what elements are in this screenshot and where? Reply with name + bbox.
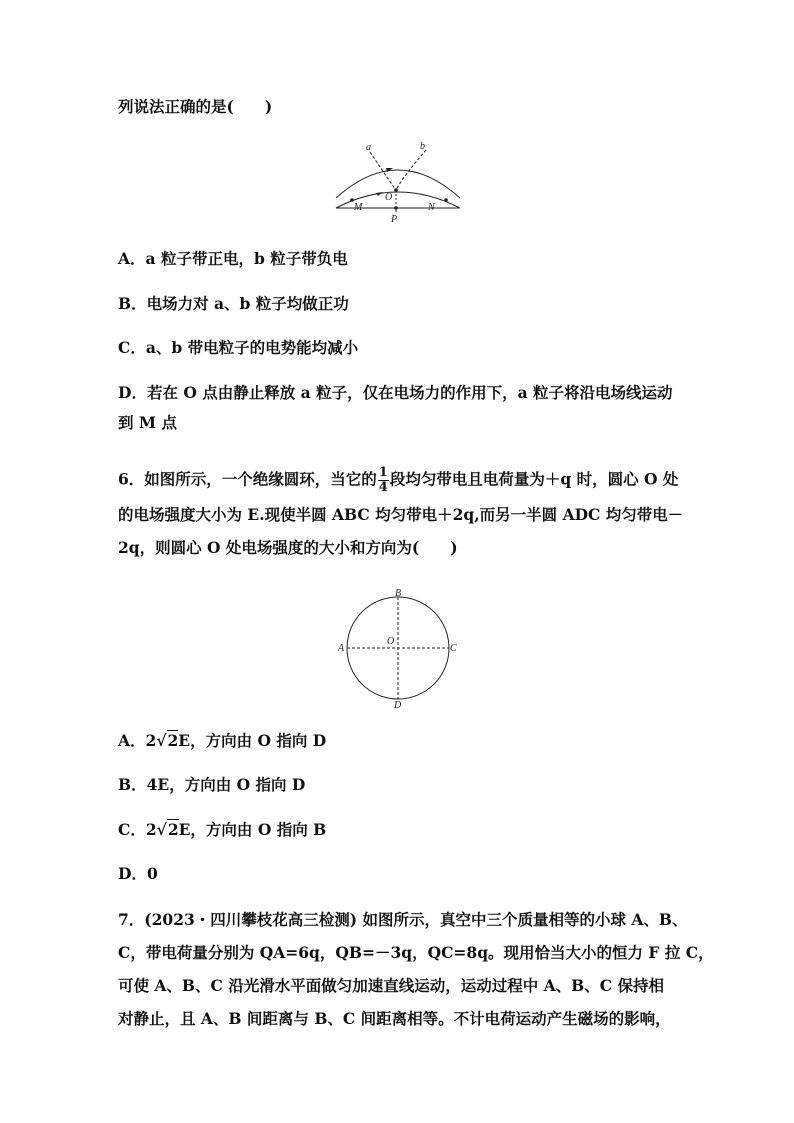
fraction-quarter <box>378 466 389 495</box>
q6-stem-line1-pre: 6．如图所示，一个绝缘圆环，当它的 <box>118 469 377 489</box>
label-ring-a: A <box>338 643 345 654</box>
label-n: N <box>428 202 435 213</box>
q6-option-c-radicand: 2 <box>167 820 179 839</box>
q6-stem-line1-post: 段均匀带电且电荷量为＋q 时，圆心 O 处 <box>389 469 679 489</box>
q7-stem-line4: 对静止，且 A、B 间距离与 B、C 间距离相等。不计电荷运动产生磁场的影响， <box>118 1009 671 1028</box>
point-p <box>394 206 398 210</box>
fraction-numerator: 1 <box>378 465 388 480</box>
field-line-upper <box>336 170 460 198</box>
field-lines-figure <box>330 138 465 226</box>
q7-stem-line1-post: 如图所示，真空中三个质量相等的小球 A、B、 <box>357 910 688 929</box>
label-ring-c: C <box>450 643 457 654</box>
q5-option-a: A．a 粒子带正电，b 粒子带负电 <box>118 249 348 268</box>
q5-option-d-line2: 到 M 点 <box>118 413 177 432</box>
q7-stem-line2: C，带电荷量分别为 QA=6q，QB=－3q，QC=8q。现用恰当大小的恒力 F 拉 C， <box>118 943 714 962</box>
q6-option-d: D．0 <box>118 864 158 883</box>
label-a: a <box>366 142 371 153</box>
q6-option-c-prefix: C．2 <box>118 820 157 839</box>
q7-number: 7． <box>118 910 145 929</box>
fraction-denominator: 4 <box>378 480 388 495</box>
q6-stem-line3: 2q，则圆心 O 处电场强度的大小和方向为( ) <box>118 538 458 557</box>
ring-figure <box>336 586 460 710</box>
q6-option-c-suffix: E，方向由 O 指向 B <box>178 820 327 839</box>
label-b: b <box>420 141 425 152</box>
q6-option-a-radicand: 2 <box>167 731 179 750</box>
q5-option-c: C．a、b 带电粒子的电势能均减小 <box>118 338 359 357</box>
arrow-lower <box>376 192 383 196</box>
q7-stem-line1 <box>118 910 688 930</box>
q7-source: (2023・四川攀枝花高三检测) <box>144 910 358 929</box>
label-p: P <box>391 214 398 225</box>
q7-stem-line3: 可使 A、B、C 沿光滑水平面做匀加速直线运动，运动过程中 A、B、C 保持相 <box>118 976 665 995</box>
q6-option-a-suffix: E，方向由 O 指向 D <box>178 731 327 750</box>
trajectory-a <box>370 152 396 190</box>
label-m: M <box>354 202 363 213</box>
point-n <box>444 198 448 202</box>
label-o: O <box>385 192 393 203</box>
q6-option-a-prefix: A．2 <box>118 731 157 750</box>
question-5-stem-tail: 列说法正确的是( ) <box>118 97 273 116</box>
label-ring-d: D <box>394 700 402 710</box>
label-ring-o: O <box>387 636 395 647</box>
label-ring-b: B <box>395 588 402 599</box>
q6-stem-line2: 的电场强度大小为 E.现使半圆 ABC 均匀带电＋2q,而另一半圆 ADC 均匀带电－ <box>118 505 684 524</box>
q5-option-b: B．电场力对 a、b 粒子均做正功 <box>118 294 349 313</box>
q6-option-b: B．4E，方向由 O 指向 D <box>118 775 306 794</box>
q5-option-d-line1: D．若在 O 点由静止释放 a 粒子，仅在电场力的作用下，a 粒子将沿电场线运动 <box>118 383 673 402</box>
q6-option-c: C．2√2E，方向由 O 指向 B <box>118 820 327 839</box>
q6-stem-line1 <box>118 466 678 495</box>
point-o <box>394 188 398 192</box>
q6-option-a: A．2√2E，方向由 O 指向 D <box>118 731 327 750</box>
